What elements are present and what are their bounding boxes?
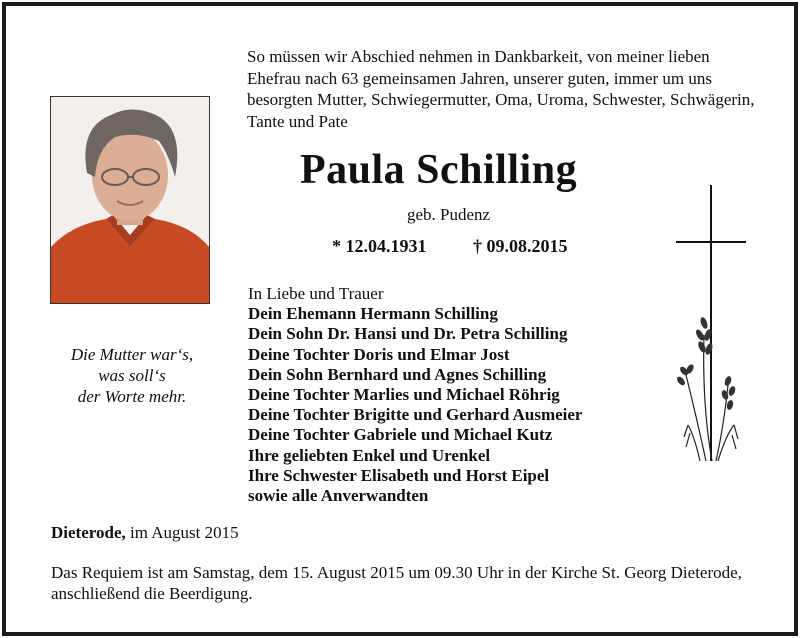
maiden-name: geb. Pudenz — [407, 205, 491, 224]
intro-text: So müssen wir Abschied nehmen in Dankbarkeit, von meiner lieben Ehefrau nach 63 gemeinsamen Jahren, unserer guten, immer um uns besorgten Mutter, Schwiegermutter, Oma, Uroma, Schwester, Schwägerin, Tante und Pate — [247, 47, 755, 131]
birth-date: * 12.04.1931 — [332, 236, 427, 256]
requiem-info: Das Requiem ist am Samstag, dem 15. August 2015 um 09.30 Uhr in der Kirche St. Georg Dieterode, anschließend die Beerdigung. — [51, 563, 742, 603]
mourner-line: Deine Tochter Marlies und Michael Röhrig — [248, 385, 560, 405]
quote-line: der Worte mehr. — [77, 387, 187, 406]
place-and-date — [51, 523, 239, 543]
mourner-line: Ihre Schwester Elisabeth und Horst Eipel — [248, 465, 550, 485]
mourners-list — [248, 284, 582, 506]
place-date: im August 2015 — [130, 523, 239, 542]
portrait-photo — [50, 96, 210, 304]
mourner-line: Dein Ehemann Hermann Schilling — [248, 304, 498, 324]
mourner-line: sowie alle Anverwandten — [248, 486, 429, 506]
quote-line: was soll‘s — [98, 366, 166, 385]
place-town: Dieterode, — [51, 523, 126, 542]
mourner-line: Deine Tochter Brigitte und Gerhard Ausmeier — [248, 405, 583, 425]
mourner-line: Dein Sohn Bernhard und Agnes Schilling — [248, 364, 547, 384]
mourners-heading: In Liebe und Trauer — [248, 284, 384, 303]
mourner-line: Dein Sohn Dr. Hansi und Dr. Petra Schilling — [248, 324, 568, 344]
life-dates — [332, 236, 568, 257]
memorial-quote — [48, 344, 216, 407]
quote-line: Die Mutter war‘s, — [70, 345, 194, 364]
cross-with-wheat-icon — [676, 185, 746, 465]
mourner-line: Ihre geliebten Enkel und Urenkel — [248, 445, 491, 465]
deceased-name: Paula Schilling — [300, 147, 578, 193]
death-date: † 09.08.2015 — [473, 236, 568, 256]
mourner-line: Deine Tochter Gabriele und Michael Kutz — [248, 425, 553, 445]
mourner-line: Deine Tochter Doris und Elmar Jost — [248, 344, 510, 364]
